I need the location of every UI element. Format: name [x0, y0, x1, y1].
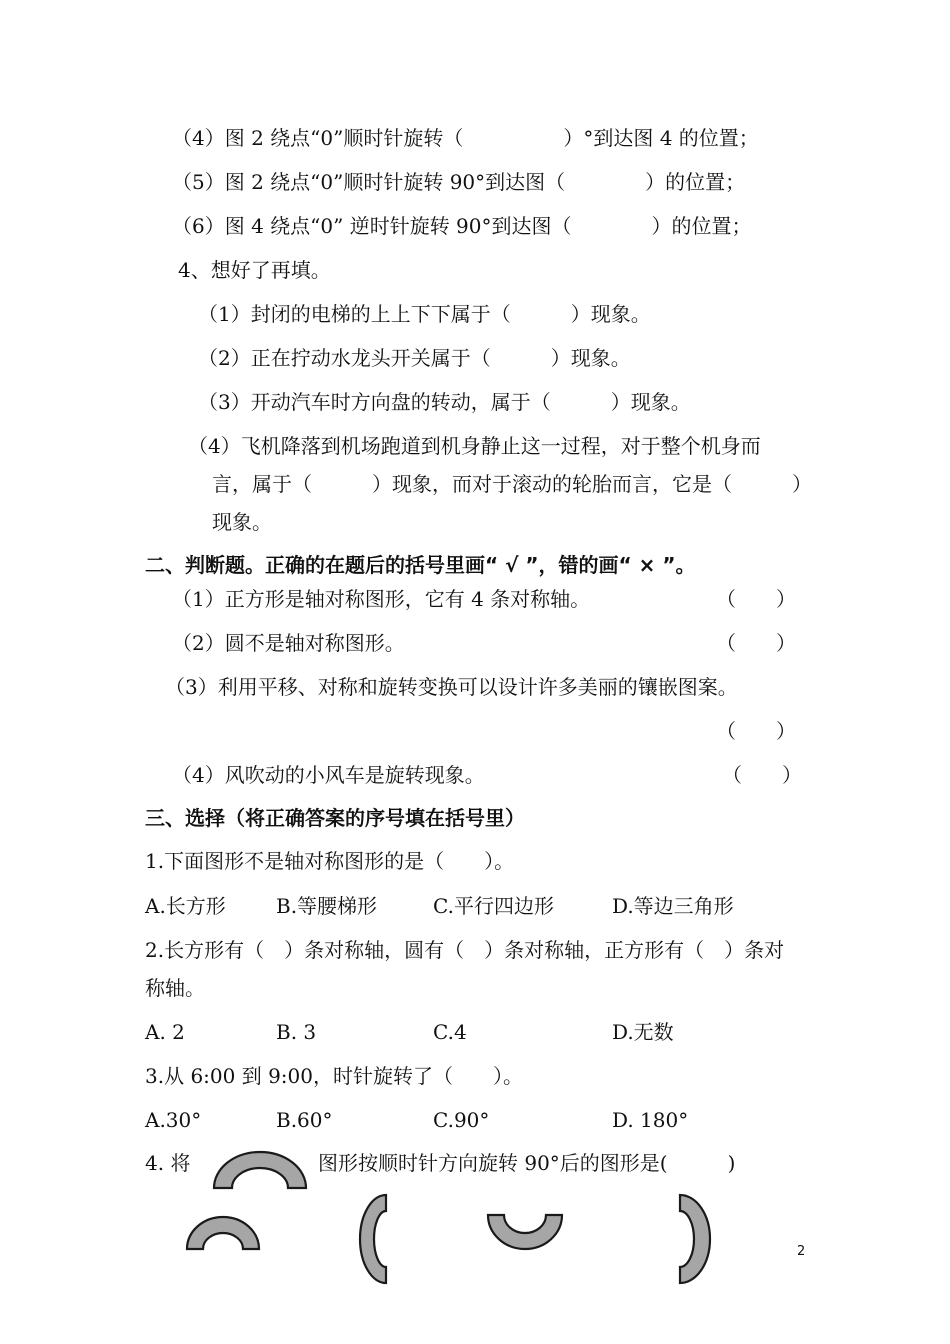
- judge-item-1: （1）正方形是轴对称图形，它有 4 条对称轴。: [172, 587, 591, 611]
- choice-q1-stem: 1.下面图形不是轴对称图形的是（ ）。: [145, 849, 515, 873]
- choice-q2-stem-cont: 称轴。: [145, 976, 205, 1000]
- q2-option-a: A. 2: [145, 1020, 185, 1044]
- page-number: 2: [797, 1244, 806, 1259]
- option-shape-arch-up: [185, 1213, 261, 1253]
- judge-blank-2: （ ）: [716, 631, 796, 655]
- q2-option-b: B. 3: [276, 1020, 317, 1044]
- q2-option-c: C.4: [433, 1020, 467, 1044]
- q3-option-a: A.30°: [145, 1108, 202, 1132]
- q4-item-3: （3）开动汽车时方向盘的转动，属于（ ）现象。: [198, 390, 691, 414]
- q1-option-d: D.等边三角形: [612, 894, 734, 918]
- option-shape-arc-left: [358, 1193, 388, 1285]
- reference-arch-shape: [212, 1150, 308, 1190]
- q3-option-c: C.90°: [433, 1108, 490, 1132]
- section-2-title: 二、判断题。正确的在题后的括号里画“ √ ”，错的画“ × ”。: [145, 553, 696, 577]
- judge-blank-1: （ ）: [716, 587, 796, 611]
- q1-option-a: A.长方形: [145, 894, 226, 918]
- option-shape-arc-right: [678, 1193, 712, 1285]
- item-5: （5）图 2 绕点“0”顺时针旋转 90°到达图（ ）的位置；: [172, 170, 746, 194]
- q1-option-b: B.等腰梯形: [276, 894, 378, 918]
- choice-q3-stem: 3.从 6:00 到 9:00，时针旋转了（ ）。: [145, 1064, 523, 1088]
- q4-item-1: （1）封闭的电梯的上上下下属于（ ）现象。: [198, 302, 651, 326]
- q4-item-4-line3: 现象。: [212, 510, 272, 534]
- item-6: （6）图 4 绕点“0” 逆时针旋转 90°到达图（ ）的位置；: [172, 214, 752, 238]
- judge-blank-4: （ ）: [722, 763, 802, 787]
- judge-item-3: （3）利用平移、对称和旋转变换可以设计许多美丽的镶嵌图案。: [165, 675, 738, 699]
- choice-q4-prefix: 4. 将: [145, 1151, 191, 1175]
- choice-q4-suffix: 图形按顺时针方向旋转 90°后的图形是( ): [318, 1151, 736, 1175]
- q3-option-d: D. 180°: [612, 1108, 689, 1132]
- q1-option-c: C.平行四边形: [433, 894, 554, 918]
- q2-option-d: D.无数: [612, 1020, 674, 1044]
- q4-item-4-line2: 言，属于（ ）现象，而对于滚动的轮胎而言，它是（ ）: [212, 472, 812, 496]
- option-shape-arch-down: [486, 1213, 564, 1251]
- q4-item-4-line1: （4）飞机降落到机场跑道到机身静止这一过程，对于整个机身而: [188, 434, 761, 458]
- q4-item-2: （2）正在拧动水龙头开关属于（ ）现象。: [198, 346, 631, 370]
- choice-q2-stem: 2.长方形有（ ）条对称轴，圆有（ ）条对称轴，正方形有（ ）条对: [145, 938, 785, 962]
- question-4-title: 4、想好了再填。: [178, 258, 331, 282]
- q3-option-b: B.60°: [276, 1108, 333, 1132]
- judge-item-2: （2）圆不是轴对称图形。: [172, 631, 405, 655]
- item-4: （4）图 2 绕点“0”顺时针旋转（ ）°到达图 4 的位置；: [172, 126, 759, 150]
- judge-blank-3: （ ）: [716, 719, 796, 743]
- judge-item-4: （4）风吹动的小风车是旋转现象。: [172, 763, 485, 787]
- section-3-title: 三、选择（将正确答案的序号填在括号里）: [145, 806, 525, 830]
